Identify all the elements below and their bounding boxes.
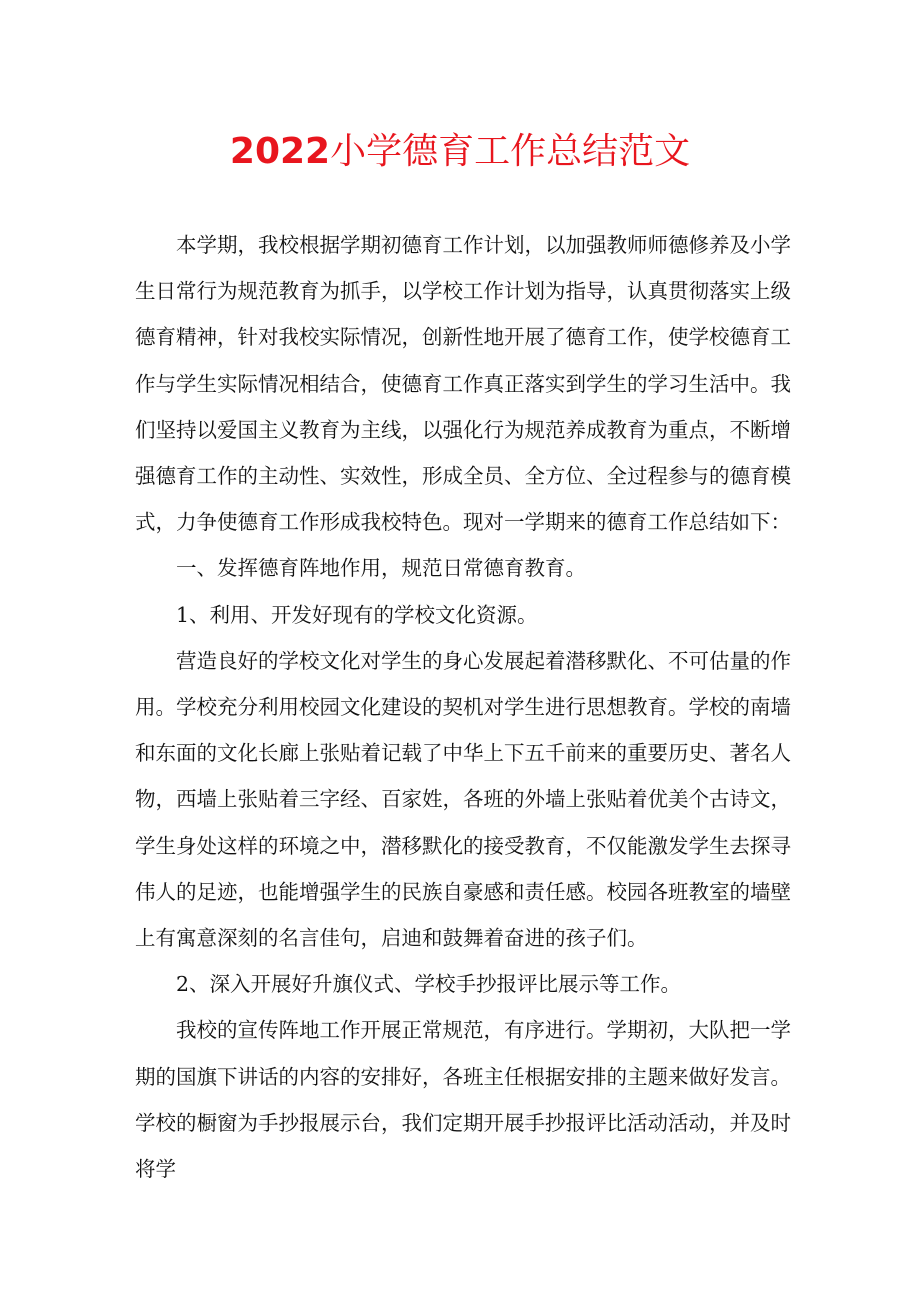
subsection-heading-2: 2、深入开展好升旗仪式、学校手抄报评比展示等工作。	[176, 972, 682, 997]
title-number: 2022	[229, 131, 331, 172]
paragraph-publicity: 我校的宣传阵地工作开展正常规范，有序进行。学期初，大队把一学期的国旗下讲话的内容的安排好，各班主任根据安排的主题来做好发言。学校的橱窗为手抄报展示台，我们定期开展手抄报评比活动活动，并及时将学	[135, 1018, 791, 1182]
document-body	[135, 222, 791, 1192]
section-heading-1: 一、发挥德育阵地作用，规范日常德育教育。	[176, 556, 586, 581]
paragraph-culture: 营造良好的学校文化对学生的身心发展起着潜移默化、不可估量的作用。学校充分利用校园文化建设的契机对学生进行思想教育。学校的南墙和东面的文化长廊上张贴着记载了中华上下五千前来的重要历史、著名人物，西墙上张贴着三字经、百家姓，各班的外墙上张贴着优美个古诗文，学生身处这样的环境之中，潜移默化的接受教育，不仅能激发学生去探寻伟人的足迹，也能增强学生的民族自豪感和责任感。校园各班教室的墙壁上有寓意深刻的名言佳句，启迪和鼓舞着奋进的孩子们。	[135, 648, 791, 951]
title-text: 小学德育工作总结范文	[330, 131, 691, 172]
document-title	[0, 124, 920, 180]
subsection-heading-1: 1、利用、开发好现有的学校文化资源。	[176, 602, 538, 627]
paragraph-intro: 本学期，我校根据学期初德育工作计划，以加强教师师德修养及小学生日常行为规范教育为抓手，以学校工作计划为指导，认真贯彻落实上级德育精神，针对我校实际情况，创新性地开展了德育工作，使学校德育工作与学生实际情况相结合，使德育工作真正落实到学生的学习生活中。我们坚持以爱国主义教育为主线，以强化行为规范养成教育为重点，不断增强德育工作的主动性、实效性，形成全员、全方位、全过程参与的德育模式，力争使德育工作形成我校特色。现对一学期来的德育工作总结如下：	[135, 233, 791, 535]
